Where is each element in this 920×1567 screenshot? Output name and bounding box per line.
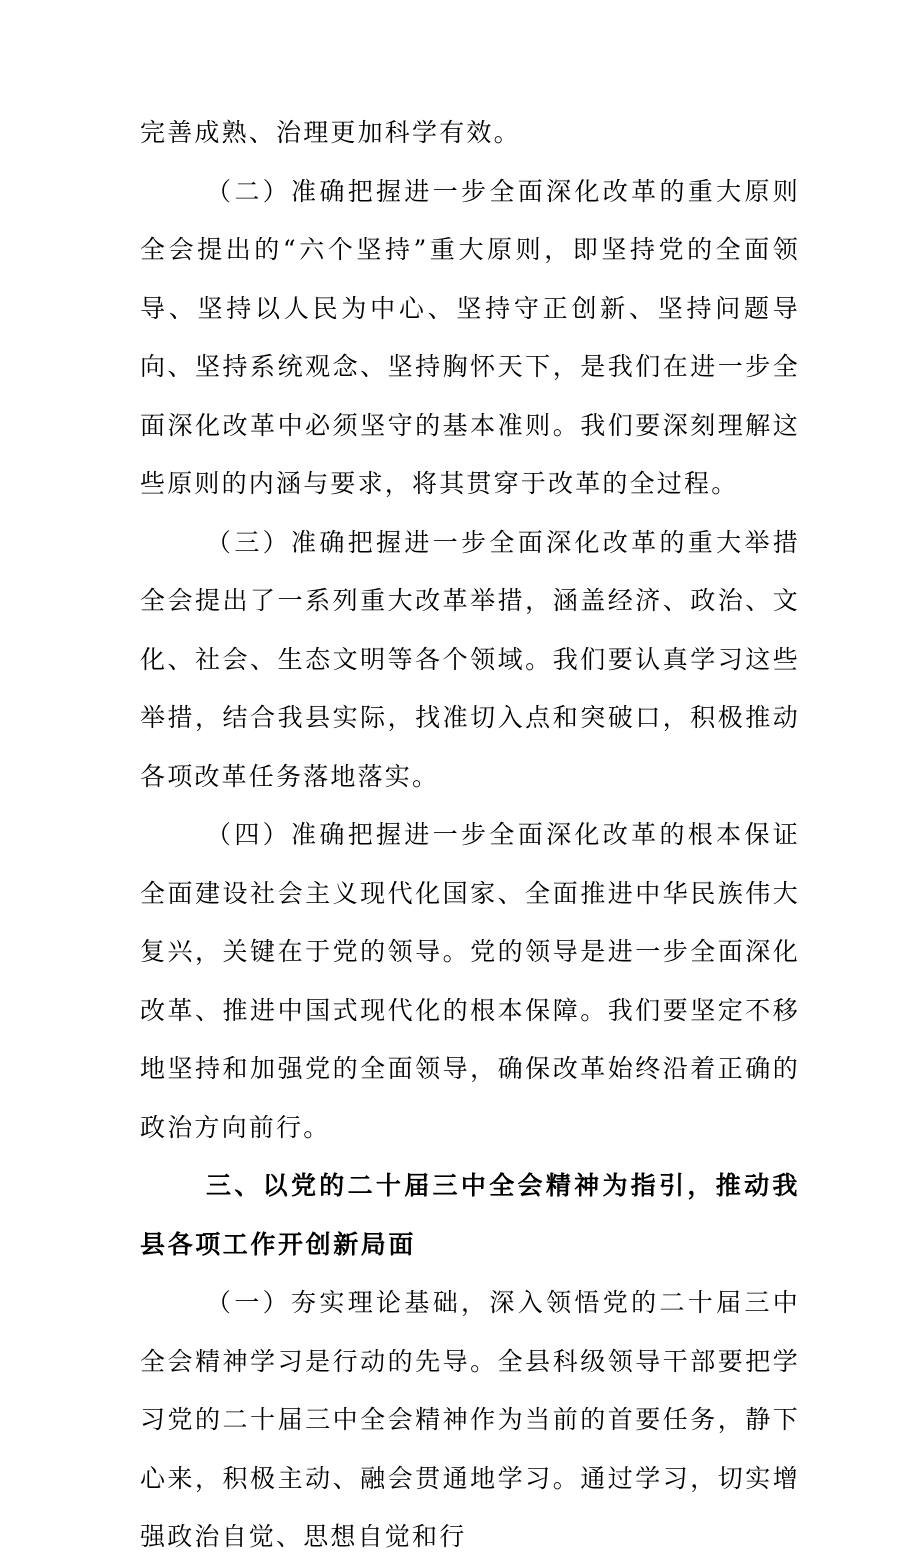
continuation-paragraph: 完善成熟、治理更加科学有效。	[140, 118, 521, 147]
chapter-three-heading: 三、以党的二十届三中全会精神为指引，推动我县各项工作开创新局面	[140, 1171, 800, 1259]
section-two-paragraph: （二）准确把握进一步全面深化改革的重大原则全会提出的“六个坚持”重大原则，即坚持党的全面领导、坚持以人民为中心、坚持守正创新、坚持问题导向、坚持系统观念、坚持胸怀天下，是我们在进一步全面深化改革中必须坚守的基本准则。我们要深刻理解这些原则的内涵与要求，将其贯穿于改革的全过程。	[140, 176, 800, 498]
section-three-paragraph: （三）准确把握进一步全面深化改革的重大举措全会提出了一系列重大改革举措，涵盖经济、政治、文化、社会、生态文明等各个领域。我们要认真学习这些举措，结合我县实际，找准切入点和突破口，积极推动各项改革任务落地落实。	[140, 527, 800, 791]
subsection-one-paragraph: （一）夯实理论基础，深入领悟党的二十届三中全会精神学习是行动的先导。全县科级领导干部要把学习党的二十届三中全会精神作为当前的首要任务，静下心来，积极主动、融会贯通地学习。通过学习，切实增强政治自觉、思想自觉和行	[140, 1288, 800, 1551]
document-body	[140, 104, 800, 1567]
section-four-paragraph: （四）准确把握进一步全面深化改革的根本保证全面建设社会主义现代化国家、全面推进中华民族伟大复兴，关键在于党的领导。党的领导是进一步全面深化改革、推进中国式现代化的根本保障。我们要坚定不移地坚持和加强党的全面领导，确保改革始终沿着正确的政治方向前行。	[140, 820, 800, 1142]
